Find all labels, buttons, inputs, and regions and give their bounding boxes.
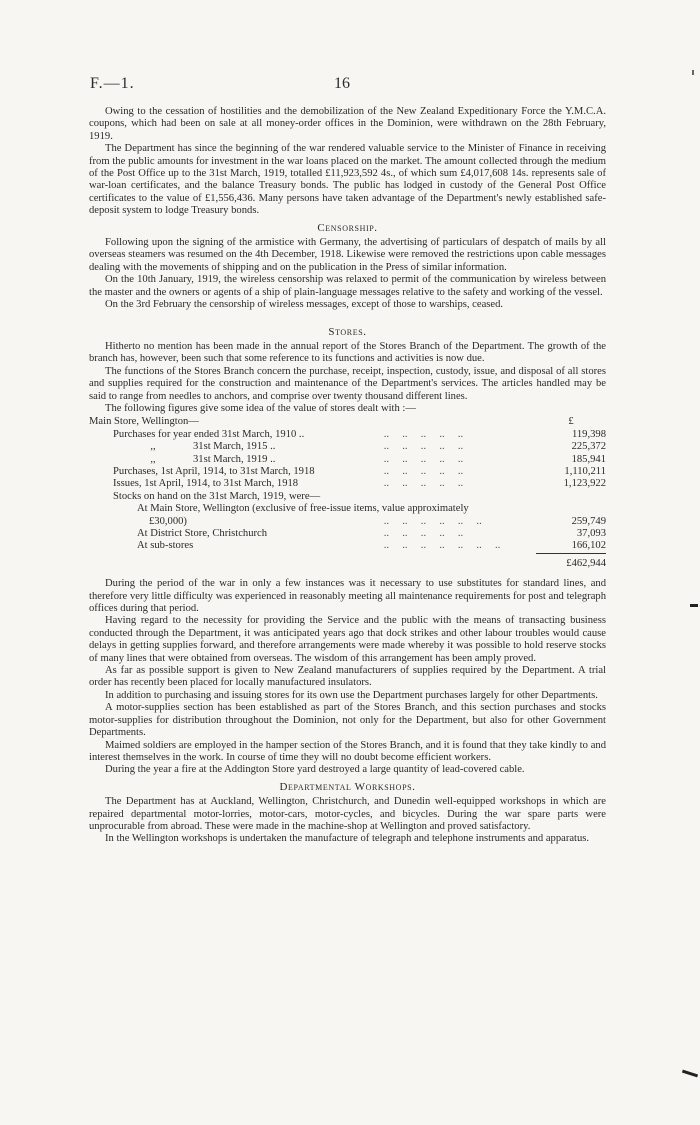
table-value: 166,102: [571, 540, 606, 552]
table-value: 119,398: [571, 428, 606, 440]
table-row: Issues, 1st April, 1914, to 31st March, 1918 .. .. .. .. .. 1,123,922: [89, 478, 606, 490]
table-value: 1,110,211: [564, 465, 606, 477]
paragraph: Following upon the signing of the armistice with Germany, the advertising of particulars of despatch of mails by all overseas steamers was resumed on the 4th December, 1918. Likewise were removed the restrictions upon cable messages dealing with the movements of shipping and on the publication in the Press of similar information.: [89, 237, 606, 273]
table-value: 37,093: [576, 528, 606, 539]
paragraph: Maimed soldiers are employed in the hamper section of the Stores Branch, and it is found that they take kindly to and interest themselves in the work. In course of time they will no doubt become efficient workers.: [89, 739, 606, 763]
page-number: 16: [334, 75, 350, 92]
scan-mark: [690, 604, 698, 607]
table-value: 225,372: [571, 441, 606, 453]
table-label: At sub-stores: [137, 540, 194, 552]
paragraph: During the year a fire at the Addington Store yard destroyed a large quantity of lead-covered cable.: [105, 764, 525, 776]
paragraph: Hitherto no mention has been made in the annual report of the Stores Branch of the Department. The growth of the branch has, however, been such that some reference to its functions and activities is now due.: [89, 340, 606, 365]
table-row: ,, 31st March, 1915 .. .. .. .. .. .. 225,372: [89, 441, 606, 453]
ditto-mark: ,,: [150, 453, 156, 465]
paragraph: On the 3rd February the censorship of wireless messages, except of those to warships, ceased.: [105, 299, 504, 311]
table-value: 1,123,922: [563, 478, 606, 490]
paragraph: Having regard to the necessity for providing the Service and the public with the means of transacting business conducted through the Department, it was anticipated years ago that dock strikes and other labour troubles would cause delays in getting supplies forward, and therefore arrangements were made whereby it was possible to hold reserve stocks of many lines that were obtained from overseas. The wisdom of this arrangement has been amply proved.: [89, 615, 606, 664]
currency-symbol: £: [568, 416, 574, 428]
table-value: 259,749: [571, 515, 606, 527]
scan-mark: [692, 70, 694, 75]
paragraph: The following figures give some idea of the value of stores dealt with :—: [105, 402, 416, 414]
section-heading-stores: Stores.: [328, 325, 367, 338]
paragraph: In the Wellington workshops is undertaken the manufacture of telegraph and telephone instruments and apparatus.: [105, 833, 590, 845]
table-total-row: [89, 553, 606, 570]
paragraph: The Department has at Auckland, Wellington, Christchurch, and Dunedin well-equipped workshops in which are repaired departmental motor-lorries, motor-cars, motor-cycles, and bicycles. During the war spare parts were unprocurable from abroad. These were made in the machine-shop at Wellington and proved satisfactory.: [89, 796, 606, 832]
table-label: Issues, 1st April, 1914, to 31st March, 1918: [113, 478, 299, 490]
table-label: Purchases for year ended 31st March, 1910: [113, 428, 297, 440]
table-row: At District Store, Christchurch .. .. .. .. .. 37,093: [89, 528, 606, 540]
table-label: £30,000): [149, 515, 187, 527]
section-heading-workshops: Departmental Workshops.: [279, 780, 416, 793]
table-label: Purchases, 1st April, 1914, to 31st March, 1918: [113, 465, 315, 477]
table-row: Purchases, 1st April, 1914, to 31st March, 1918 .. .. .. .. .. 1,110,211: [89, 466, 606, 478]
report-code: F.—1.: [90, 75, 135, 92]
table-row: At sub-stores .. .. .. .. .. .. .. 166,102: [89, 540, 606, 553]
table-row: £30,000) .. .. .. .. .. .. 259,749: [89, 516, 606, 528]
table-row: Purchases for year ended 31st March, 1910 .. .. .. .. .. .. 119,398: [113, 428, 606, 440]
paragraph: A motor-supplies section has been established as part of the Stores Branch, and this section purchases and stocks motor-supplies for distribution throughout the Dominion, not only for the Department, but also for other Government Departments.: [89, 702, 606, 739]
paragraph: On the 10th January, 1919, the wireless censorship was relaxed to permit of the communication by wireless between the master and the owners or agents of a ship of plain-language messages relative to the safety and working of the vessel.: [89, 274, 606, 298]
table-value: 185,941: [571, 453, 606, 465]
paragraph: As far as possible support is given to New Zealand manufacturers of supplies required by the Department. A trial order has recently been placed for locally manufactured insulators.: [89, 665, 606, 689]
table-row: ,, 31st March, 1919 .. .. .. .. .. .. 185,941: [89, 454, 606, 466]
paragraph: The functions of the Stores Branch concern the purchase, receipt, inspection, custody, issue, and disposal of all stores and supplies required for the construction and maintenance of the Department's services. The articles handled may be said to range from needles to anchors, and comprise over twenty thousand different lines.: [89, 365, 606, 402]
table-label: Main Store, Wellington—: [89, 416, 199, 428]
paragraph: Owing to the cessation of hostilities and the demobilization of the New Zealand Expeditionary Force the Y.M.C.A. coupons, which had been on sale at all money-order offices in the Dominion, were withdrawn on the 28th February, 1919.: [89, 106, 606, 142]
table-label: 31st March, 1915: [193, 441, 268, 453]
page-body: [89, 106, 606, 846]
paragraph: In addition to purchasing and issuing stores for its own use the Department purchases largely for other Departments.: [105, 689, 598, 701]
table-label: Stocks on hand on the 31st March, 1919, were—: [113, 490, 321, 502]
ditto-mark: ,,: [150, 441, 156, 453]
stores-value-table: [89, 416, 606, 570]
section-heading-censorship: Censorship.: [317, 221, 378, 234]
table-label: 31st March, 1919: [193, 453, 268, 465]
table-total: £462,944: [536, 553, 606, 570]
paragraph: The Department has since the beginning of the war rendered valuable service to the Minister of Finance in receiving from the public amounts for investment in the war loans placed on the market. The amount collected through the medium of the Post Office up to the 31st March, 1919, totalled £11,923,592 4s., of which sum £4,017,608 14s. represents sale of war-loan certificates, and the balance Treasury bonds. The public has lodged in custody of the General Post Office certificates to the value of £1,556,436. Many persons have taken advantage of the Department's newly established safe-deposit system to lodge Treasury bonds.: [89, 143, 606, 217]
table-label: At District Store, Christchurch: [137, 528, 268, 539]
paragraph: During the period of the war in only a few instances was it necessary to use substitutes for standard lines, and therefore very little difficulty was experienced in reasonably meeting all maintenance requirements for post and telegraph offices during that period.: [89, 578, 606, 615]
table-label: At Main Store, Wellington (exclusive of free-issue items, value approximately: [137, 503, 469, 515]
scan-mark: [682, 1070, 698, 1078]
